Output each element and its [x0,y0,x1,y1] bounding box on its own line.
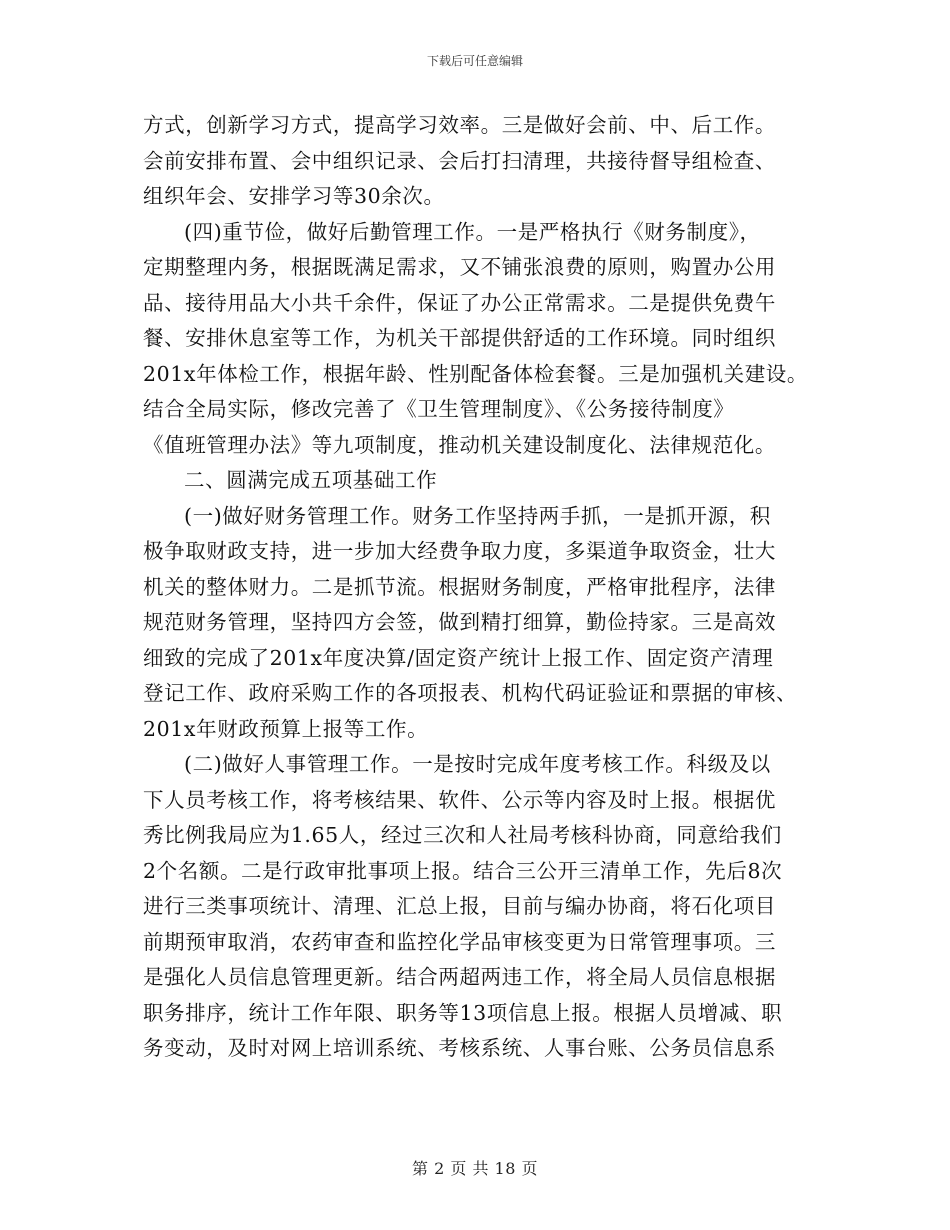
text-line: 2个名额。二是行政审批事项上报。结合三公开三清单工作，先后8次 [143,858,783,883]
text-line: 201x年体检工作，根据年龄、性别配备体检套餐。三是加强机关建设。 [143,361,808,386]
text-line: 是强化人员信息管理更新。结合两超两违工作，将全局人员信息根据 [143,965,776,989]
text-line: 前期预审取消，农药审查和监控化学品审核变更为日常管理事项。三 [143,929,776,954]
paragraph-start-line: (二)做好人事管理工作。一是按时完成年度考核工作。科级及以 [184,752,771,776]
text-line: 《值班管理办法》等九项制度，推动机关建设制度化、法律规范化。 [143,432,776,457]
text-line: 方式，创新学习方式，提高学习效率。三是做好会前、中、后工作。 [143,113,776,137]
paragraph-start-line: (四)重节俭，做好后勤管理工作。一是严格执行《财务制度》， [184,219,761,244]
text-line: 定期整理内务，根据既满足需求，又不铺张浪费的原则，购置办公用 [143,255,776,279]
text-line: 细致的完成了201x年度决算/固定资产统计上报工作、固定资产清理 [143,645,774,670]
text-line: 职务排序，统计工作年限、职务等13项信息上报。根据人员增减、职 [143,1000,783,1025]
text-line: 201x年财政预算上报等工作。 [143,716,429,741]
section-heading: 二、圆满完成五项基础工作 [184,468,438,492]
text-line: 进行三类事项统计、清理、汇总上报，目前与编办协商，将石化项目 [143,894,776,918]
text-line: 品、接待用品大小共千余件，保证了办公正常需求。二是提供免费午 [143,290,776,315]
text-line: 务变动，及时对网上培训系统、考核系统、人事台账、公务员信息系 [143,1036,776,1060]
page-number: 第 2 页 共 18 页 [412,1159,538,1178]
text-line: 组织年会、安排学习等30余次。 [143,184,445,208]
text-line: 餐、安排休息室等工作，为机关干部提供舒适的工作环境。同时组织 [143,326,776,350]
document-body [143,108,815,1067]
text-line: 会前安排布置、会中组织记录、会后打扫清理，共接待督导组检查、 [143,148,776,173]
text-line: 规范财务管理，坚持四方会签，做到精打细算，勤俭持家。三是高效 [143,610,776,634]
page-header: 下载后可任意编辑 [426,54,523,68]
paragraph-start-line: (一)做好财务管理工作。财务工作坚持两手抓，一是抓开源，积 [184,503,771,528]
text-line: 结合全局实际，修改完善了《卫生管理制度》、《公务接待制度》 [143,397,735,421]
text-line: 极争取财政支持，进一步加大经费争取力度，多渠道争取资金，壮大 [143,539,776,563]
text-line: 登记工作、政府采购工作的各项报表、机构代码证验证和票据的审核、 [143,681,798,705]
text-line: 下人员考核工作，将考核结果、软件、公示等内容及时上报。根据优 [143,787,776,812]
text-line: 秀比例我局应为1.65人，经过三次和人社局考核科协商，同意给我们 [143,823,782,847]
text-line: 机关的整体财力。二是抓节流。根据财务制度，严格审批程序，法律 [143,574,776,599]
